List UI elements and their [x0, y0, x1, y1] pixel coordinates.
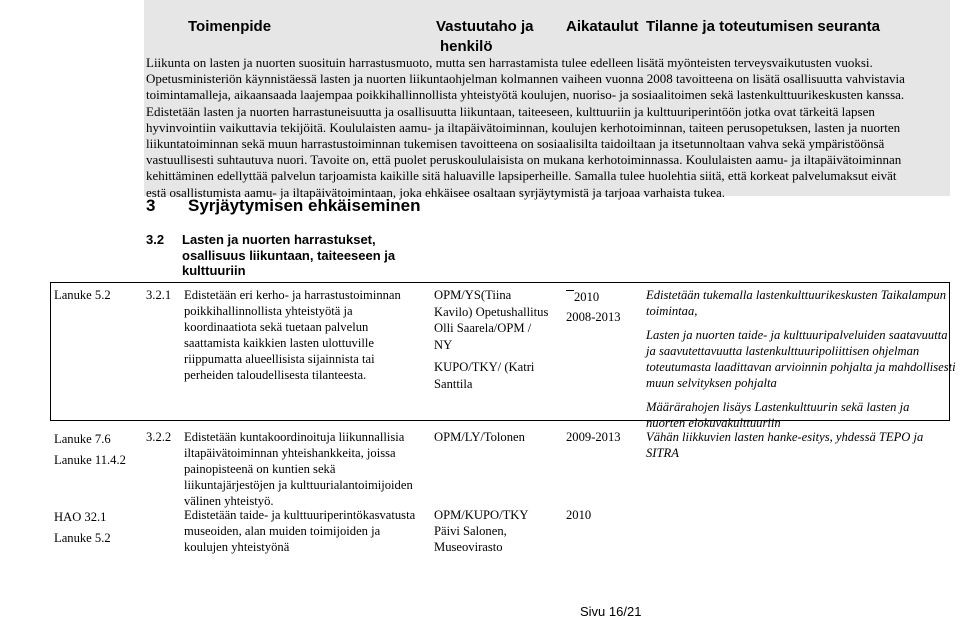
header-aikataulut: Aikataulut: [566, 18, 639, 35]
intro-line: Opetusministeriön käynnistäessä lasten ja nuorten liikuntaohjelman kolmannen vaiheen vuonna 2008 tavoitteena on lisätä osallisuutta vahvistavia: [146, 71, 905, 87]
schedule-text: [566, 507, 591, 523]
status-line: Edistetään tukemalla lastenkulttuurikeskusten Taikalampun: [646, 288, 946, 302]
intro-line: Edistetään lasten ja nuorten harrastuneisuutta ja osallisuutta liikuntaan, taiteeseen, kulttuuriin ja kulttuuriperintöön jotka ovat tärkeitä lapsen: [146, 103, 875, 119]
table-row-ref: [54, 429, 126, 471]
status-line: SITRA: [646, 446, 679, 460]
schedule-line: 2009-2013: [566, 430, 621, 444]
action-line: välinen yhteistyö.: [184, 494, 274, 508]
resp-line: Museovirasto: [434, 540, 503, 554]
resp-line: Päivi Salonen,: [434, 524, 507, 538]
action-line: painopisteenä on kuntien sekä: [184, 462, 336, 476]
status-line: toteutumasta laadittavan arvioinnin pohjalta ja mahdollisesti: [646, 360, 956, 374]
section-number: 3: [146, 196, 156, 215]
action-line: Edistetään taide- ja kulttuuriperintökasvatusta: [184, 508, 416, 522]
action-text: [184, 429, 413, 509]
action-line: koulujen yhteistyönä: [184, 540, 290, 554]
header-vastuutaho: Vastuutaho ja: [436, 18, 534, 35]
action-line: poikkihallinnollista yhteistyötä ja: [184, 304, 353, 318]
action-line: museoiden, alan muiden toimijoiden ja: [184, 524, 381, 538]
responsible-text: [434, 287, 548, 392]
header-tilanne: Tilanne ja toteutumisen seuranta: [646, 18, 880, 35]
schedule-line: 2010: [574, 290, 600, 304]
action-line: Edistetään eri kerho- ja harrastustoiminnan: [184, 288, 401, 302]
schedule-line: 2008-2013: [566, 310, 621, 324]
status-line: nuorten elokuvakulttuuriin: [646, 416, 781, 430]
intro-line: Liikunta on lasten ja nuorten suosituin harrastusmuoto, mutta sen harrastamista tulee edelleen lisätä myönteisten terveysvaikutusten vuoksi.: [146, 55, 873, 70]
subsection-title-line: Lasten ja nuorten harrastukset,: [182, 232, 376, 247]
resp-line: Kavilo) Opetushallitus: [434, 304, 549, 319]
intro-line: vastuullisesti suhtautuva nuori. Tavoite on, että puolet peruskoululaisista on mukana kerhotoiminnassa. Koululaisten aamu- ja iltapäivätoiminnan: [146, 152, 902, 168]
action-line: perheiden taloudellisesta tilanteesta.: [184, 368, 367, 382]
table-row-ref: [54, 507, 111, 549]
status-line: Lasten ja nuorten taide- ja kulttuuripalveluiden saatavuutta: [646, 328, 948, 342]
subsection-title-line: osallisuus liikuntaan, taiteeseen ja: [182, 247, 396, 263]
status-text: [646, 287, 956, 431]
header-toimenpide: Toimenpide: [188, 18, 272, 35]
action-line: saattamista kaikkien lasten ulottuville: [184, 336, 374, 350]
action-line: liikuntajärjestöjen ja kulttuurialantoimijoiden: [184, 478, 413, 492]
page-number: Sivu 16/21: [580, 604, 642, 619]
intro-line: liikuntatoiminnan sekä muun harrastustoiminnan tukemisen tavoitteena on sosiaalisilta taidoiltaan ja itsetunnoltaan vahva sekä ympäristöönsä: [146, 136, 885, 152]
action-line: Edistetään kuntakoordinoituja liikunnallisia: [184, 430, 405, 444]
resp-line: NY: [434, 337, 453, 352]
action-text: [184, 287, 401, 383]
ref-line: HAO 32.1: [54, 510, 107, 524]
subsection-title: [182, 232, 395, 279]
action-line: koordinaatiota sekä tuetaan palvelun: [184, 320, 369, 334]
resp-line: OPM/YS(Tiina: [434, 288, 512, 302]
status-line: Vähän liikkuvien lasten hanke-esitys, yhdessä TEPO ja: [646, 430, 924, 444]
resp-line: Santtila: [434, 376, 473, 391]
row-number: 3.2.1: [146, 288, 172, 302]
status-line: Määrärahojen lisäys Lastenkulttuurin sekä lasten ja: [646, 400, 910, 414]
responsible-text: [434, 429, 525, 445]
status-line: ja saavutettavuutta lastenkulttuuripoliittisen ohjelman: [646, 344, 920, 358]
responsible-text: [434, 507, 528, 555]
intro-paragraph: [146, 55, 946, 201]
intro-line: hyvinvointiin vaikuttavia tekijöitä. Koululaisten aamu- ja iltapäivätoiminnan, koulujen kerhotoiminnan, taiteen perusopetuksen, lasten ja nuorten: [146, 119, 901, 135]
ref-line: Lanuke 5.2: [54, 288, 111, 302]
ref-line: Lanuke 11.4.2: [54, 453, 126, 467]
intro-line: estä osallistumista aamu- ja iltapäivätoimintaan, joka ehkäisee osaltaan syrjäytymistä ja tarjoaa varhaista tukea.: [146, 184, 726, 200]
schedule-line: 2010: [566, 508, 592, 522]
action-text: [184, 507, 415, 555]
intro-line: kehittäminen edellyttää palvelun tarjoamista kaikille sitä haluaville lapsiperheille. Samalla tulee huolehtia siitä, että korkeat palvelumaksut eivät: [146, 168, 897, 184]
ref-line: Lanuke 7.6: [54, 432, 111, 446]
action-line: iltapäivätoiminnan yhteishankkeita, joissa: [184, 446, 396, 460]
intro-line: toimintamalleja, aikaansaada laajempaa poikkihallinnollista yhteistyötä koulujen, nuoriso- ja sosiaalitoimen sekä lastenkulttuurikeskusten kanssa.: [146, 87, 905, 103]
schedule-text: [566, 429, 621, 445]
subsection-number: 3.2: [146, 232, 165, 247]
ref-line: Lanuke 5.2: [54, 531, 111, 545]
resp-line: Olli Saarela/OPM /: [434, 321, 532, 335]
resp-line: OPM/LY/Tolonen: [434, 430, 525, 444]
status-text: [646, 429, 923, 461]
subsection-title-line: kulttuuriin: [182, 263, 246, 278]
section-title: Syrjäytymisen ehkäiseminen: [188, 196, 421, 215]
table-left-rule: [50, 282, 51, 420]
table-top-rule: [50, 282, 950, 283]
header-henkilo: henkilö: [440, 38, 493, 55]
schedule-text: [566, 287, 621, 327]
status-line: muun selvityksen pohjalta: [646, 376, 777, 390]
resp-line: OPM/KUPO/TKY: [434, 508, 529, 522]
resp-line: KUPO/TKY/ (Katri: [434, 360, 535, 374]
table-row-ref: [54, 287, 111, 303]
action-line: riippumatta alueellisista sijainnista tai: [184, 352, 375, 366]
status-line: toimintaa,: [646, 304, 698, 318]
row-number: 3.2.2: [146, 430, 172, 444]
schedule-dash: [566, 290, 574, 291]
